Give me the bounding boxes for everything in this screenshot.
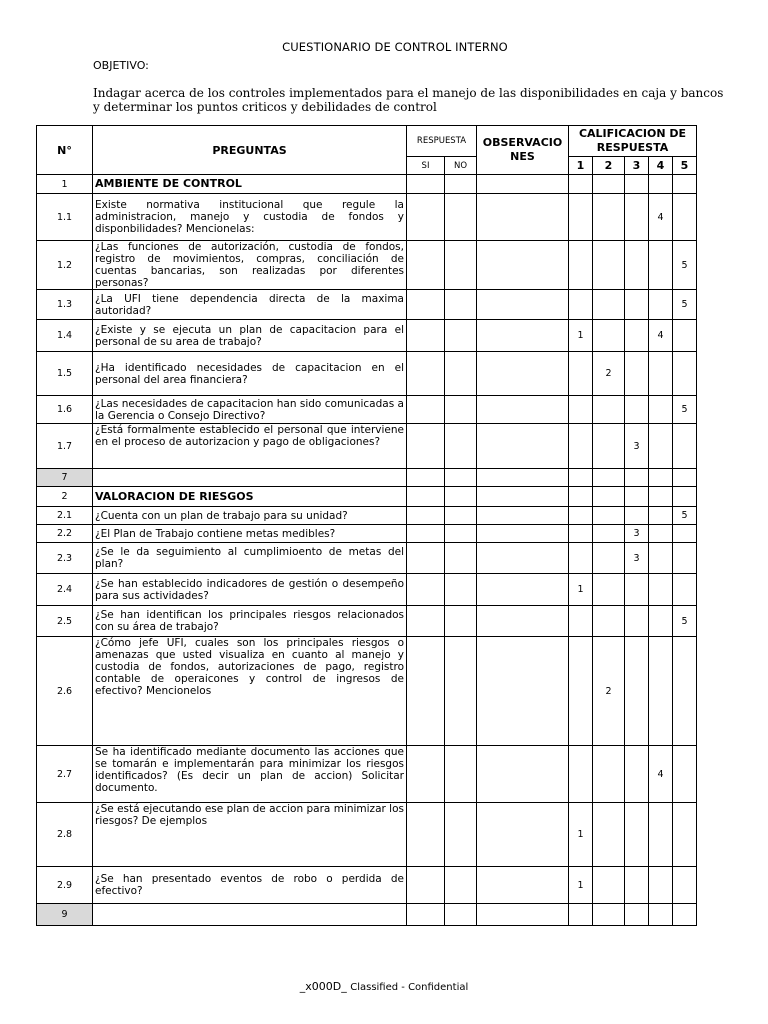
row-number: 2.1: [37, 507, 93, 525]
score-cell-2: 2: [593, 352, 625, 396]
score-cell-5: [673, 352, 697, 396]
score-cell-4: [649, 469, 673, 487]
score-cell-3: [625, 175, 649, 194]
observaciones-cell: [477, 803, 569, 867]
score-cell-4: [649, 424, 673, 469]
header-preguntas: PREGUNTAS: [93, 126, 407, 175]
score-cell-4: [649, 525, 673, 543]
table-row: [37, 525, 697, 543]
score-cell-1: [569, 543, 593, 574]
question-text: ¿Está formalmente establecido el personal que interviene en el proceso de autorizacion y pago de obligaciones?: [93, 424, 407, 469]
section-title: VALORACION DE RIESGOS: [93, 487, 407, 507]
row-number: 2.6: [37, 637, 93, 746]
score-cell-3: 3: [625, 424, 649, 469]
observaciones-cell: [477, 606, 569, 637]
answer-no: [445, 904, 477, 926]
question-text: Se ha identificado mediante documento las acciones que se tomarán e implementarán para minimizar los riesgos identificados? (Es decir un plan de accion) Solicitar documento.: [93, 746, 407, 803]
score-cell-5: 5: [673, 290, 697, 320]
score-cell-2: [593, 543, 625, 574]
question-text: ¿Cómo jefe UFI, cuales son los principales riesgos o amenazas que usted visualiza en cuanto al manejo y custodia de fondos, autorizaciones de pago, registro contable de operaicones y control de ingresos de efectivo? Mencionelos: [93, 637, 407, 746]
score-cell-4: 4: [649, 746, 673, 803]
score-cell-5: 5: [673, 396, 697, 424]
table-row: [37, 241, 697, 290]
score-cell-2: [593, 424, 625, 469]
score-cell-5: [673, 525, 697, 543]
footer-classification: Classified - Confidential: [350, 982, 469, 993]
score-cell-5: [673, 487, 697, 507]
score-cell-2: [593, 396, 625, 424]
row-number: 1: [37, 175, 93, 194]
score-cell-5: [673, 803, 697, 867]
score-cell-2: [593, 606, 625, 637]
score-cell-2: [593, 487, 625, 507]
score-cell-5: 5: [673, 507, 697, 525]
row-number: 1.5: [37, 352, 93, 396]
answer-no: [445, 424, 477, 469]
observaciones-cell: [477, 352, 569, 396]
observaciones-cell: [477, 290, 569, 320]
question-text: ¿Se está ejecutando ese plan de accion para minimizar los riesgos? De ejemplos: [93, 803, 407, 867]
table-row: [37, 574, 697, 606]
question-text: ¿Se le da seguimiento al cumplimioento de metas del plan?: [93, 543, 407, 574]
question-text: ¿El Plan de Trabajo contiene metas medibles?: [93, 525, 407, 543]
row-number: 1.1: [37, 194, 93, 241]
score-cell-2: [593, 469, 625, 487]
row-number: 2.2: [37, 525, 93, 543]
answer-si: [407, 194, 445, 241]
score-cell-1: [569, 290, 593, 320]
score-cell-4: [649, 574, 673, 606]
score-cell-4: [649, 803, 673, 867]
score-cell-5: [673, 424, 697, 469]
score-cell-3: 3: [625, 543, 649, 574]
row-number: 2.8: [37, 803, 93, 867]
score-cell-4: [649, 606, 673, 637]
score-cell-2: [593, 746, 625, 803]
answer-no: [445, 175, 477, 194]
table-row: [37, 320, 697, 352]
row-number: 2.4: [37, 574, 93, 606]
row-number: 2.5: [37, 606, 93, 637]
score-cell-5: [673, 320, 697, 352]
answer-no: [445, 803, 477, 867]
score-cell-3: [625, 904, 649, 926]
score-cell-4: [649, 904, 673, 926]
answer-si: [407, 637, 445, 746]
score-cell-4: [649, 543, 673, 574]
observaciones-cell: [477, 241, 569, 290]
header-calificacion: CALIFICACION DE RESPUESTA: [569, 126, 697, 157]
answer-no: [445, 746, 477, 803]
table-row: [37, 290, 697, 320]
table-row: [37, 543, 697, 574]
score-cell-1: 1: [569, 803, 593, 867]
score-cell-2: [593, 525, 625, 543]
row-number: 7: [37, 469, 93, 487]
answer-no: [445, 396, 477, 424]
table-row: [37, 487, 697, 507]
score-cell-1: [569, 606, 593, 637]
objective-line-1: Indagar acerca de los controles implementados para el manejo de las disponibilidades en caja y bancos: [93, 86, 724, 100]
answer-si: [407, 175, 445, 194]
answer-si: [407, 606, 445, 637]
objetivo-label: OBJETIVO:: [93, 59, 149, 72]
score-cell-1: [569, 175, 593, 194]
row-number: 9: [37, 904, 93, 926]
answer-no: [445, 867, 477, 904]
score-cell-5: [673, 543, 697, 574]
answer-no: [445, 606, 477, 637]
row-number: 1.7: [37, 424, 93, 469]
observaciones-cell: [477, 396, 569, 424]
score-cell-4: [649, 487, 673, 507]
score-cell-4: 4: [649, 320, 673, 352]
header-num: N°: [37, 126, 93, 175]
answer-si: [407, 424, 445, 469]
observaciones-cell: [477, 543, 569, 574]
header-si: SI: [407, 157, 445, 175]
question-text: ¿Ha identificado necesidades de capacitacion en el personal del area financiera?: [93, 352, 407, 396]
score-cell-3: [625, 352, 649, 396]
score-cell-5: [673, 904, 697, 926]
row-number: 2.9: [37, 867, 93, 904]
row-number: 1.4: [37, 320, 93, 352]
score-cell-3: [625, 290, 649, 320]
score-cell-5: [673, 175, 697, 194]
score-cell-5: [673, 469, 697, 487]
answer-no: [445, 320, 477, 352]
score-cell-3: [625, 746, 649, 803]
row-number: 2: [37, 487, 93, 507]
score-cell-2: 2: [593, 637, 625, 746]
score-cell-1: [569, 487, 593, 507]
score-cell-3: [625, 469, 649, 487]
score-cell-5: 5: [673, 606, 697, 637]
score-cell-5: [673, 637, 697, 746]
score-cell-4: [649, 396, 673, 424]
score-cell-5: [673, 867, 697, 904]
row-number: 1.2: [37, 241, 93, 290]
observaciones-cell: [477, 637, 569, 746]
objective-text: [93, 86, 723, 114]
table-row: [37, 175, 697, 194]
score-cell-4: [649, 637, 673, 746]
score-cell-1: [569, 469, 593, 487]
score-cell-3: [625, 867, 649, 904]
answer-no: [445, 543, 477, 574]
observaciones-cell: [477, 487, 569, 507]
score-cell-2: [593, 904, 625, 926]
score-cell-1: [569, 194, 593, 241]
score-cell-4: [649, 507, 673, 525]
score-cell-2: [593, 290, 625, 320]
table-row: [37, 606, 697, 637]
header-score-5: 5: [673, 157, 697, 175]
header-score-3: 3: [625, 157, 649, 175]
observaciones-cell: [477, 320, 569, 352]
score-cell-2: [593, 320, 625, 352]
score-cell-4: [649, 352, 673, 396]
question-text: [93, 904, 407, 926]
observaciones-cell: [477, 507, 569, 525]
answer-no: [445, 241, 477, 290]
question-text: ¿Las funciones de autorización, custodia de fondos, registro de movimientos, compras, conciliación de cuentas bancarias, son realizadas por diferentes personas?: [93, 241, 407, 290]
score-cell-2: [593, 194, 625, 241]
observaciones-cell: [477, 867, 569, 904]
table-row: [37, 352, 697, 396]
answer-si: [407, 487, 445, 507]
observaciones-cell: [477, 175, 569, 194]
answer-no: [445, 525, 477, 543]
answer-si: [407, 803, 445, 867]
score-cell-1: [569, 352, 593, 396]
table-row: [37, 396, 697, 424]
score-cell-1: [569, 424, 593, 469]
answer-si: [407, 241, 445, 290]
questionnaire-table: [36, 125, 697, 926]
row-number: 1.3: [37, 290, 93, 320]
table-row: [37, 507, 697, 525]
row-number: 2.3: [37, 543, 93, 574]
score-cell-4: [649, 867, 673, 904]
header-respuesta: RESPUESTA: [407, 126, 477, 157]
answer-no: [445, 487, 477, 507]
score-cell-4: [649, 241, 673, 290]
score-cell-5: 5: [673, 241, 697, 290]
observaciones-cell: [477, 904, 569, 926]
answer-no: [445, 290, 477, 320]
question-text: ¿Se han establecido indicadores de gestión o desempeño para sus actividades?: [93, 574, 407, 606]
score-cell-4: 4: [649, 194, 673, 241]
score-cell-1: [569, 904, 593, 926]
score-cell-3: [625, 320, 649, 352]
answer-no: [445, 574, 477, 606]
answer-no: [445, 469, 477, 487]
observaciones-cell: [477, 574, 569, 606]
score-cell-3: [625, 606, 649, 637]
score-cell-3: [625, 507, 649, 525]
score-cell-1: 1: [569, 320, 593, 352]
answer-si: [407, 396, 445, 424]
answer-si: [407, 574, 445, 606]
score-cell-4: [649, 175, 673, 194]
answer-no: [445, 507, 477, 525]
answer-si: [407, 469, 445, 487]
score-cell-2: [593, 803, 625, 867]
answer-si: [407, 904, 445, 926]
header-score-1: 1: [569, 157, 593, 175]
footer-code: _x000D_: [299, 980, 347, 993]
row-number: 1.6: [37, 396, 93, 424]
question-text: ¿Existe y se ejecuta un plan de capacitacion para el personal de su area de trabajo?: [93, 320, 407, 352]
table-row: [37, 194, 697, 241]
score-cell-3: [625, 803, 649, 867]
answer-si: [407, 867, 445, 904]
score-cell-1: 1: [569, 867, 593, 904]
table-row: [37, 637, 697, 746]
answer-si: [407, 746, 445, 803]
section-title: AMBIENTE DE CONTROL: [93, 175, 407, 194]
document-title: CUESTIONARIO DE CONTROL INTERNO: [282, 40, 508, 54]
table-row: [37, 469, 697, 487]
question-text: ¿Las necesidades de capacitacion han sido comunicadas a la Gerencia o Consejo Directivo?: [93, 396, 407, 424]
question-text: [93, 469, 407, 487]
score-cell-3: [625, 574, 649, 606]
score-cell-3: [625, 241, 649, 290]
answer-no: [445, 637, 477, 746]
answer-no: [445, 194, 477, 241]
observaciones-cell: [477, 424, 569, 469]
answer-si: [407, 525, 445, 543]
table-row: [37, 746, 697, 803]
footer: [0, 980, 768, 993]
answer-si: [407, 543, 445, 574]
table-row: [37, 424, 697, 469]
header-no: NO: [445, 157, 477, 175]
score-cell-1: 1: [569, 574, 593, 606]
score-cell-1: [569, 241, 593, 290]
score-cell-1: [569, 507, 593, 525]
header-score-2: 2: [593, 157, 625, 175]
score-cell-1: [569, 525, 593, 543]
observaciones-cell: [477, 525, 569, 543]
score-cell-3: [625, 487, 649, 507]
score-cell-3: 3: [625, 525, 649, 543]
score-cell-2: [593, 507, 625, 525]
score-cell-2: [593, 175, 625, 194]
table-row: [37, 803, 697, 867]
row-number: 2.7: [37, 746, 93, 803]
question-text: ¿Cuenta con un plan de trabajo para su unidad?: [93, 507, 407, 525]
score-cell-5: [673, 574, 697, 606]
score-cell-5: [673, 746, 697, 803]
header-score-4: 4: [649, 157, 673, 175]
answer-si: [407, 290, 445, 320]
score-cell-3: [625, 637, 649, 746]
observaciones-cell: [477, 469, 569, 487]
score-cell-2: [593, 867, 625, 904]
score-cell-5: [673, 194, 697, 241]
table-row: [37, 867, 697, 904]
answer-si: [407, 352, 445, 396]
question-text: ¿Se han presentado eventos de robo o perdida de efectivo?: [93, 867, 407, 904]
question-text: Existe normativa institucional que regule la administracion, manejo y custodia de fondos y disponbilidades? Mencionelas:: [93, 194, 407, 241]
score-cell-2: [593, 241, 625, 290]
header-observaciones: OBSERVACIONES: [477, 126, 569, 175]
score-cell-3: [625, 194, 649, 241]
answer-si: [407, 320, 445, 352]
answer-no: [445, 352, 477, 396]
question-text: ¿La UFI tiene dependencia directa de la maxima autoridad?: [93, 290, 407, 320]
observaciones-cell: [477, 194, 569, 241]
objective-line-2: y determinar los puntos criticos y debilidades de control: [93, 100, 437, 114]
table-row: [37, 904, 697, 926]
score-cell-3: [625, 396, 649, 424]
observaciones-cell: [477, 746, 569, 803]
score-cell-1: [569, 746, 593, 803]
score-cell-2: [593, 574, 625, 606]
questions-body: [37, 175, 697, 926]
answer-si: [407, 507, 445, 525]
score-cell-1: [569, 637, 593, 746]
score-cell-4: [649, 290, 673, 320]
score-cell-1: [569, 396, 593, 424]
question-text: ¿Se han identifican los principales riesgos relacionados con su área de trabajo?: [93, 606, 407, 637]
